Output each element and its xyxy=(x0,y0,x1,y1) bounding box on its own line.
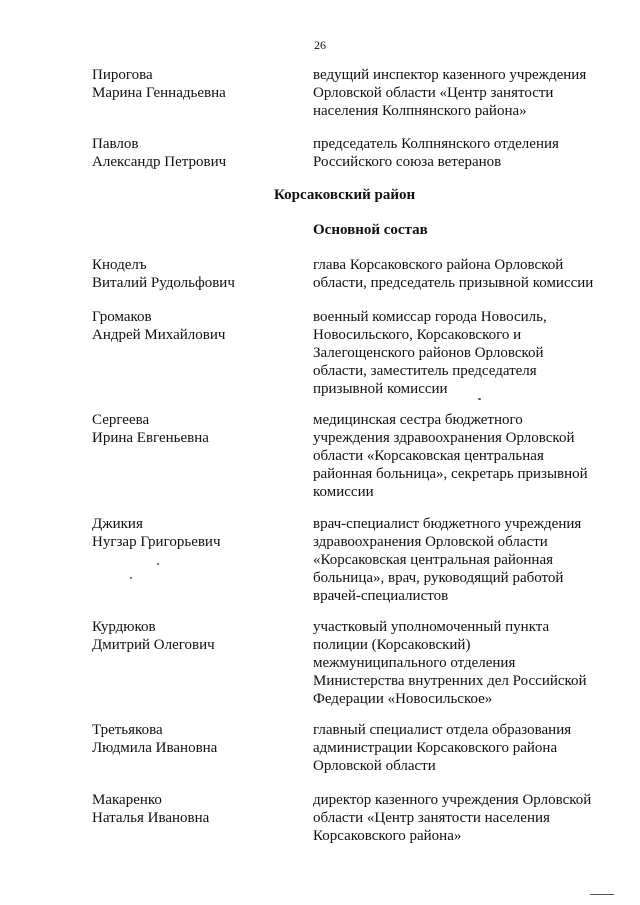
member-role-line: призывной комиссии xyxy=(313,381,448,397)
member-role-line: области, заместитель председателя xyxy=(313,363,537,379)
member-role-line: области, председатель призывной комиссии xyxy=(313,275,594,291)
member-role-line: участковый уполномоченный пункта xyxy=(313,619,550,635)
member-role-line: военный комиссар города Новосиль, xyxy=(313,309,547,325)
member-given-names: Дмитрий Олегович xyxy=(92,637,215,653)
member-given-names: Марина Геннадьевна xyxy=(92,85,226,101)
member-role-line: комиссии xyxy=(313,484,374,500)
member-surname: Третьякова xyxy=(92,722,163,738)
member-role-line: населения Колпнянского района» xyxy=(313,103,527,119)
member-surname: Макаренко xyxy=(92,792,162,808)
member-role-line: районная больница», секретарь призывной xyxy=(313,466,588,482)
scan-speck xyxy=(590,894,614,895)
member-role-line: больница», врач, руководящий работой xyxy=(313,570,564,586)
member-role-line: полиции (Корсаковский) xyxy=(313,637,471,653)
member-role-line: Залегощенского районов Орловской xyxy=(313,345,544,361)
member-role-line: администрации Корсаковского района xyxy=(313,740,558,756)
member-role-line: здравоохранения Орловской области xyxy=(313,534,548,550)
member-given-names: Людмила Ивановна xyxy=(92,740,218,756)
member-role-line: «Корсаковская центральная районная xyxy=(313,552,553,568)
member-role-line: глава Корсаковского района Орловской xyxy=(313,257,564,273)
member-role-line: ведущий инспектор казенного учреждения xyxy=(313,67,587,83)
section-heading: Основной состав xyxy=(313,222,428,238)
member-role-line: Федерации «Новосильское» xyxy=(313,691,493,707)
member-given-names: Андрей Михайлович xyxy=(92,327,226,343)
member-role-line: Орловской области xyxy=(313,758,436,774)
member-surname: Сергеева xyxy=(92,412,150,428)
member-surname: Громаков xyxy=(92,309,152,325)
member-given-names: Нугзар Григорьевич xyxy=(92,534,221,550)
scan-speck xyxy=(157,563,159,565)
member-role-line: Новосильского, Корсаковского и xyxy=(313,327,522,343)
member-given-names: Ирина Евгеньевна xyxy=(92,430,209,446)
member-surname: Пирогова xyxy=(92,67,153,83)
member-role-line: учреждения здравоохранения Орловской xyxy=(313,430,575,446)
member-role-line: врач-специалист бюджетного учреждения xyxy=(313,516,582,532)
scan-speck xyxy=(478,398,481,400)
member-surname: Кноделъ xyxy=(92,257,147,273)
member-role-line: Корсаковского района» xyxy=(313,828,462,844)
member-role-line: Российского союза ветеранов xyxy=(313,154,502,170)
member-role-line: директор казенного учреждения Орловской xyxy=(313,792,592,808)
member-surname: Джикия xyxy=(92,516,143,532)
member-role-line: области «Центр занятости населения xyxy=(313,810,550,826)
member-role-line: медицинская сестра бюджетного xyxy=(313,412,523,428)
member-surname: Павлов xyxy=(92,136,139,152)
member-given-names: Виталий Рудольфович xyxy=(92,275,235,291)
scan-speck xyxy=(130,577,132,579)
page-number: 26 xyxy=(314,38,326,52)
member-role-line: председатель Колпнянского отделения xyxy=(313,136,559,152)
member-given-names: Александр Петрович xyxy=(92,154,227,170)
member-given-names: Наталья Ивановна xyxy=(92,810,210,826)
member-role-line: межмуниципального отделения xyxy=(313,655,516,671)
member-role-line: врачей-специалистов xyxy=(313,588,449,604)
district-heading: Корсаковский район xyxy=(274,187,416,203)
member-surname: Курдюков xyxy=(92,619,156,635)
member-role-line: главный специалист отдела образования xyxy=(313,722,572,738)
member-role-line: Орловской области «Центр занятости xyxy=(313,85,554,101)
member-role-line: Министерства внутренних дел Российской xyxy=(313,673,587,689)
member-role-line: области «Корсаковская центральная xyxy=(313,448,544,464)
